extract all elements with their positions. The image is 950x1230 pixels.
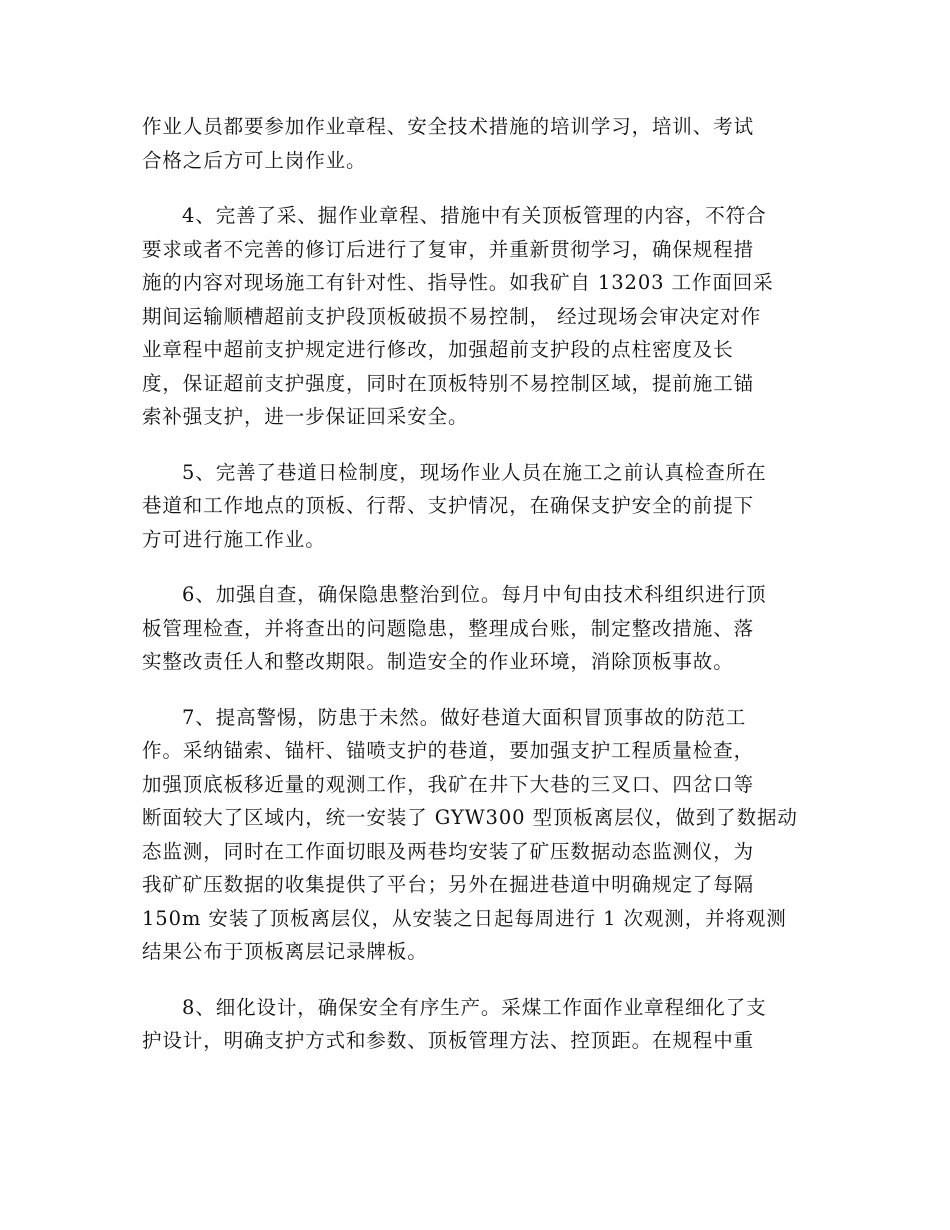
- text-line: 度，保证超前支护强度，同时在顶板特别不易控制区域，提前施工锚: [142, 371, 755, 395]
- text-line: 150m 安装了顶板离层仪，从安装之日起每周进行 1 次观测，并将观测: [142, 906, 787, 930]
- text-line: 态监测，同时在工作面切眼及两巷均安装了矿压数据动态监测仪，为: [142, 839, 755, 863]
- document-body: [142, 110, 808, 1080]
- text-line: 我矿矿压数据的收集提供了平台；另外在掘进巷道中明确规定了每隔: [142, 873, 755, 896]
- text-line: 业章程中超前支护规定进行修改，加强超前支护段的点柱密度及长: [142, 338, 734, 361]
- paragraph-item-4: [142, 199, 808, 434]
- paragraph-item-8: [142, 991, 808, 1058]
- text-line: 索补强支护，进一步保证回采安全。: [142, 405, 469, 428]
- text-line: 方可进行施工作业。: [142, 527, 326, 551]
- text-line: 护设计，明确支护方式和参数、顶板管理方法、控顶距。在规程中重: [142, 1029, 755, 1052]
- text-line: 施的内容对现场施工有针对性、指导性。如我矿自 13203 工作面回采: [142, 271, 774, 294]
- text-line: 巷道和工作地点的顶板、行帮、支护情况，在确保支护安全的前提下: [142, 494, 755, 517]
- text-line: 结果公布于顶板离层记录牌板。: [142, 940, 428, 963]
- text-line: 8、细化设计，确保安全有序生产。采煤工作面作业章程细化了支: [182, 995, 767, 1019]
- text-line: 4、完善了采、掘作业章程、措施中有关顶板管理的内容，不符合: [182, 204, 767, 227]
- text-line: 加强顶底板移近量的观测工作，我矿在井下大巷的三叉口、四岔口等: [142, 772, 755, 796]
- text-line: 作业人员都要参加作业章程、安全技术措施的培训学习，培训、考试: [142, 115, 755, 138]
- paragraph-item-6: [142, 578, 808, 679]
- text-line: 板管理检查，并将查出的问题隐患，整理成台账，制定整改措施、落: [142, 616, 755, 640]
- text-line: 合格之后方可上岗作业。: [142, 148, 367, 172]
- paragraph-item-5: [142, 456, 808, 557]
- text-line: 作。采纳锚索、锚杆、锚喷支护的巷道，要加强支护工程质量检查，: [142, 739, 755, 762]
- text-line: 7、提高警惕，防患于未然。做好巷道大面积冒顶事故的防范工: [182, 705, 747, 729]
- text-line: 6、加强自查，确保隐患整治到位。每月中旬由技术科组织进行顶: [182, 583, 767, 606]
- text-line: 要求或者不完善的修订后进行了复审，并重新贯彻学习，确保规程措: [142, 237, 755, 261]
- text-line: 实整改责任人和整改期限。制造安全的作业环境，消除顶板事故。: [142, 650, 734, 673]
- text-line: 断面较大了区域内，统一安装了 GYW300 型顶板离层仪，做到了数据动: [142, 806, 798, 829]
- paragraph-item-7: [142, 701, 808, 969]
- paragraph-training: [142, 110, 808, 177]
- text-line: 5、完善了巷道日检制度，现场作业人员在施工之前认真检查所在: [182, 460, 767, 484]
- text-line: 期间运输顺槽超前支护段顶板破损不易控制， 经过现场会审决定对作: [142, 304, 762, 328]
